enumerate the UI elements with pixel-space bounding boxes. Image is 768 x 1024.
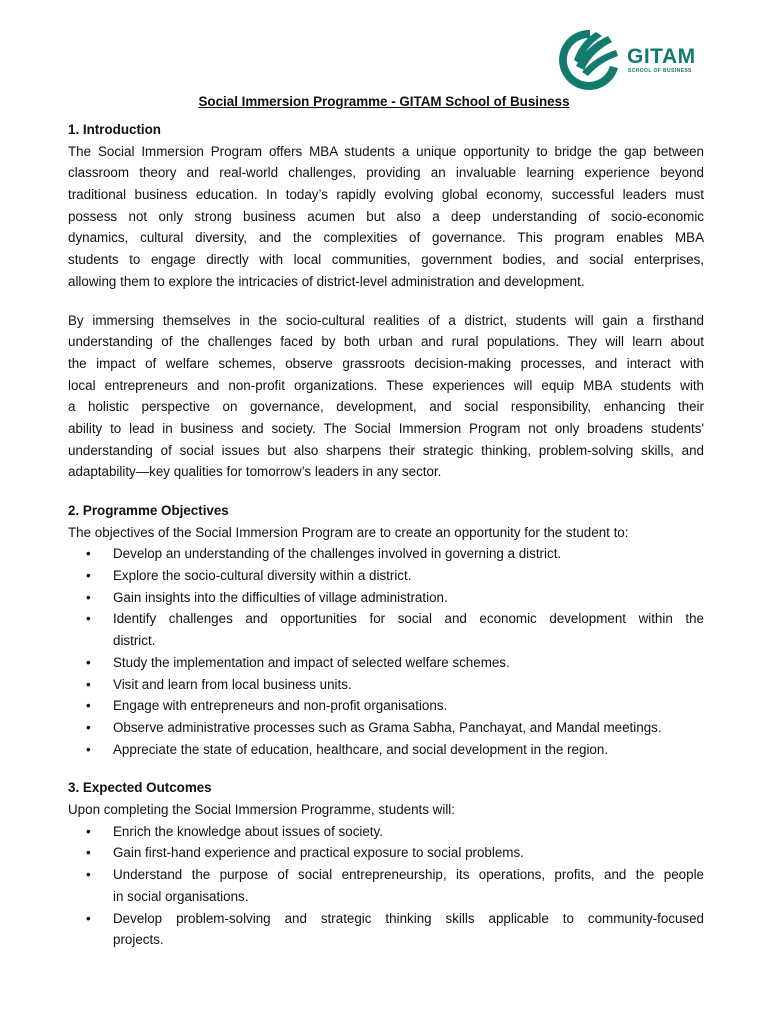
paragraph-line: understanding of the challenges faced by both urban and rural populations. They will learn about xyxy=(68,334,704,350)
bullet-icon: • xyxy=(86,676,91,692)
bullet-line: Develop problem-solving and strategic thinking skills applicable to community-focused xyxy=(113,910,704,926)
section xyxy=(68,500,704,760)
paragraph-line: students to engage directly with local communities, government bodies, and social enterprises, xyxy=(68,252,704,268)
bullet-text xyxy=(113,543,704,565)
bullet-line: Study the implementation and impact of selected welfare schemes. xyxy=(113,654,510,670)
bullet-item xyxy=(68,821,704,843)
section-heading: 1. Introduction xyxy=(68,122,161,137)
bullet-item xyxy=(68,587,704,609)
paragraph-line: the impact of welfare schemes, observe grassroots decision-making processes, and interact with xyxy=(68,355,704,371)
bullet-line: Gain insights into the difficulties of village administration. xyxy=(113,589,448,605)
bullet-item xyxy=(68,864,704,907)
bullet-icon: • xyxy=(86,719,91,735)
paragraph-gap xyxy=(68,293,704,310)
bullet-line: Identify challenges and opportunities for social and economic development within the xyxy=(113,611,704,627)
bullet-line: in social organisations. xyxy=(113,888,249,904)
bullet-line: Visit and learn from local business units. xyxy=(113,676,352,692)
bullet-line: projects. xyxy=(113,932,164,948)
gitam-emblem-icon xyxy=(556,26,626,92)
bullet-text xyxy=(113,842,704,864)
paragraph-line: dynamics, cultural diversity, and the complexities of governance. This program enables MBA xyxy=(68,230,704,246)
bullet-icon: • xyxy=(86,698,91,714)
section-heading: 2. Programme Objectives xyxy=(68,503,229,518)
paragraph-line: understanding of social issues but also sharpens their strategic thinking, problem-solving skills, and xyxy=(68,442,704,458)
bullet-text xyxy=(113,587,704,609)
bullet-line: Engage with entrepreneurs and non-profit organisations. xyxy=(113,698,448,714)
paragraph xyxy=(68,141,704,293)
bullet-text xyxy=(113,652,704,674)
bullet-item xyxy=(68,608,704,651)
bullet-text xyxy=(113,821,704,843)
paragraph-line: adaptability—key qualities for tomorrow’s leaders in any sector. xyxy=(68,464,442,480)
paragraph-line: The objectives of the Social Immersion Program are to create an opportunity for the student to: xyxy=(68,524,629,540)
bullet-text xyxy=(113,608,704,651)
logo-subtitle: SCHOOL OF BUSINESS xyxy=(628,68,692,74)
paragraph-line: Upon completing the Social Immersion Programme, students will: xyxy=(68,802,456,818)
bullet-item xyxy=(68,739,704,761)
bullet-line: Understand the purpose of social entrepreneurship, its operations, profits, and the people xyxy=(113,867,704,883)
paragraph-line: The Social Immersion Program offers MBA students a unique opportunity to bridge the gap between xyxy=(68,143,704,159)
bullet-icon: • xyxy=(86,741,91,757)
bullet-icon: • xyxy=(86,589,91,605)
bullet-text xyxy=(113,739,704,761)
bullet-icon: • xyxy=(86,910,91,926)
bullet-item xyxy=(68,842,704,864)
paragraph-line: a holistic perspective on governance, development, and social responsibility, enhancing their xyxy=(68,399,704,415)
bullet-item xyxy=(68,695,704,717)
bullet-icon: • xyxy=(86,568,91,584)
bullet-line: Observe administrative processes such as Grama Sabha, Panchayat, and Mandal meetings. xyxy=(113,719,662,735)
bullet-item xyxy=(68,543,704,565)
bullet-item xyxy=(68,908,704,951)
section xyxy=(68,777,704,951)
logo-name: GITAM xyxy=(627,45,696,68)
paragraph-line: By immersing themselves in the socio-cultural realities of a district, students will gain a firsthand xyxy=(68,312,704,328)
bullet-text xyxy=(113,565,704,587)
bullet-icon: • xyxy=(86,867,91,883)
bullet-line: Appreciate the state of education, healthcare, and social development in the region. xyxy=(113,741,609,757)
bullet-icon: • xyxy=(86,611,91,627)
bullet-text xyxy=(113,674,704,696)
section-heading: 3. Expected Outcomes xyxy=(68,780,212,796)
section xyxy=(68,119,704,483)
bullet-icon: • xyxy=(86,654,91,670)
bullet-text xyxy=(113,695,704,717)
bullet-line: Explore the socio-cultural diversity within a district. xyxy=(113,568,412,584)
paragraph xyxy=(68,522,704,544)
document-body xyxy=(68,119,704,951)
bullet-icon: • xyxy=(86,823,91,839)
paragraph-line: possess not only strong business acumen but also a deep understanding of socio-economic xyxy=(68,208,704,224)
paragraph-line: classroom theory and real-world challenges, providing an invaluable learning experience beyond xyxy=(68,165,704,181)
document-title: Social Immersion Programme - GITAM School of Business xyxy=(198,94,570,109)
paragraph xyxy=(68,310,704,484)
section-gap xyxy=(68,760,704,777)
bullet-item xyxy=(68,717,704,739)
bullet-item xyxy=(68,652,704,674)
bullet-icon: • xyxy=(86,546,91,562)
paragraph-line: local entrepreneurs and non-profit organizations. These experiences will equip MBA students with xyxy=(68,377,704,393)
paragraph xyxy=(68,799,704,821)
bullet-item xyxy=(68,674,704,696)
bullet-item xyxy=(68,565,704,587)
bullet-text xyxy=(113,864,704,907)
bullet-text xyxy=(113,908,704,951)
bullet-line: district. xyxy=(113,633,156,649)
bullet-line: Gain first-hand experience and practical exposure to social problems. xyxy=(113,845,524,861)
bullet-line: Enrich the knowledge about issues of society. xyxy=(113,823,383,839)
bullet-icon: • xyxy=(86,845,91,861)
bullet-line: Develop an understanding of the challenges involved in governing a district. xyxy=(113,546,562,562)
paragraph-line: allowing them to explore the intricacies of district-level administration and development. xyxy=(68,273,585,289)
paragraph-line: ability to lead in business and society. The Social Immersion Program not only broadens students' xyxy=(68,420,704,436)
section-gap xyxy=(68,483,704,500)
paragraph-line: traditional business education. In today’s rapidly evolving global economy, successful leaders must xyxy=(68,187,704,203)
bullet-text xyxy=(113,717,704,739)
